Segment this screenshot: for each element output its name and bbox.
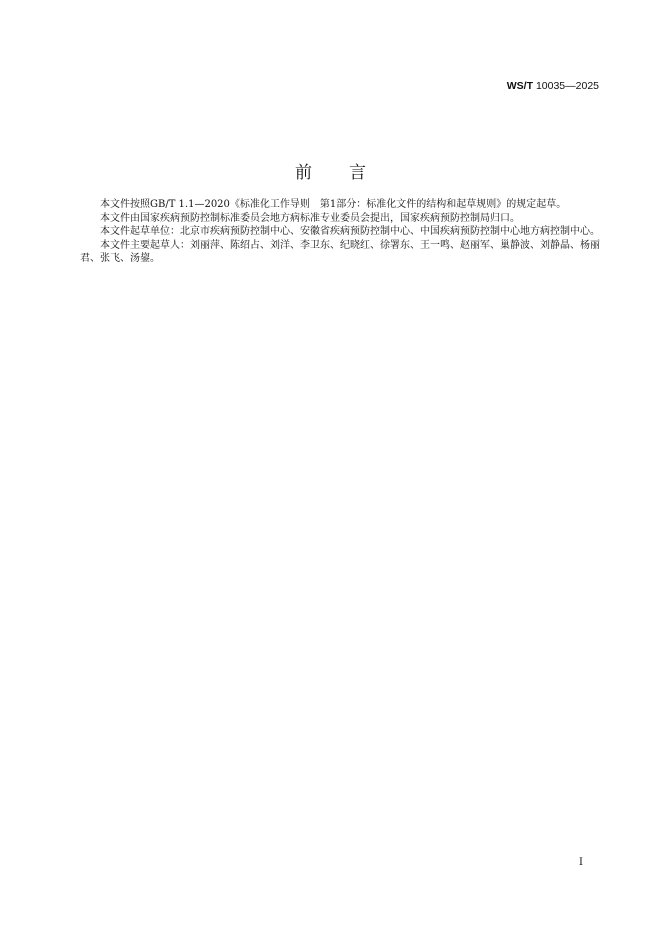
page-number: I [579, 857, 583, 868]
foreword-body [80, 198, 600, 266]
page-title: 前 言 [295, 163, 367, 183]
paragraph-proposer: 本文件由国家疾病预防控制标准委员会地方病标准专业委员会提出，国家疾病预防控制局归口。 [100, 212, 520, 224]
paragraph-drafting-units: 本文件起草单位：北京市疾病预防控制中心、安徽省疾病预防控制中心、中国疾病预防控制中心地方病控制中心。 [100, 226, 600, 237]
paragraph-drafters: 本文件主要起草人：刘丽萍、陈绍占、刘洋、李卫东、纪晓红、徐署东、王一鸣、赵丽军、巢静波、刘静晶、杨丽君、张飞、汤鋆。 [80, 239, 600, 264]
paragraph-drafting-rules: 本文件按照GB/T 1.1—2020《标准化工作导则 第1部分：标准化文件的结构和起草规则》的规定起草。 [100, 199, 567, 210]
standard-prefix: WS/T [506, 80, 534, 92]
standard-number: 10035—2025 [535, 80, 599, 92]
standard-code [507, 80, 599, 92]
